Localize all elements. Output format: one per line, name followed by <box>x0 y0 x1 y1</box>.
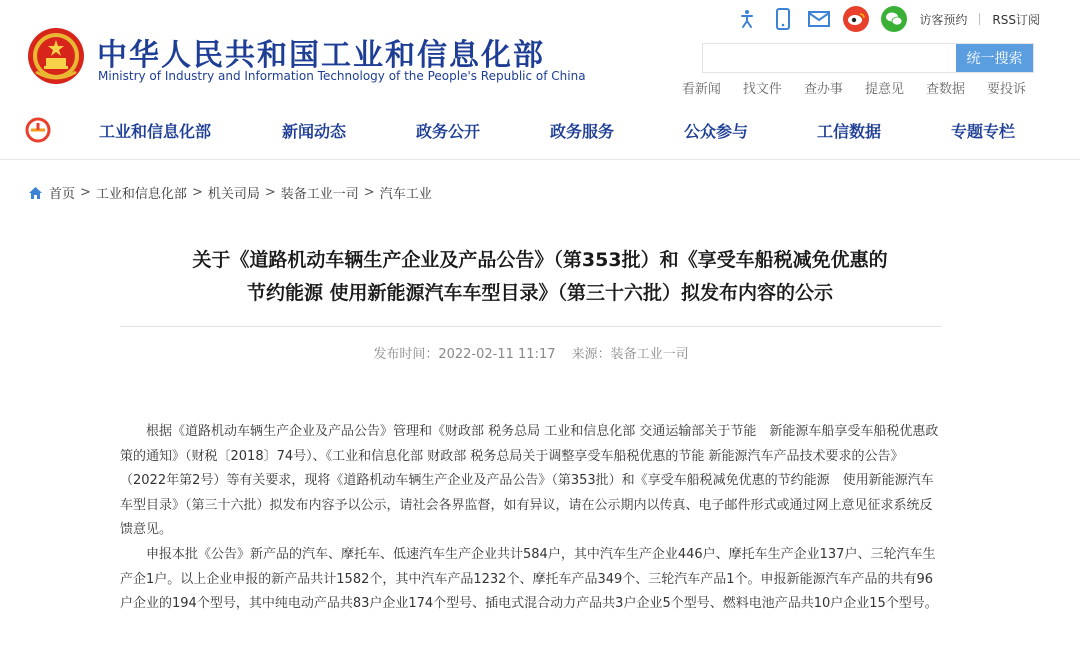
quick-link-complaint[interactable]: 要投诉 <box>986 82 1026 97</box>
title-divider <box>120 326 942 327</box>
nav-item-public-participation[interactable]: 公众参与 <box>684 122 749 141</box>
article-title <box>100 244 980 310</box>
article-meta <box>120 343 942 362</box>
site-title[interactable]: 中华人民共和国工业和信息化部 <box>97 38 545 73</box>
mobile-icon[interactable] <box>771 7 795 31</box>
ministry-logo-icon[interactable] <box>25 117 51 143</box>
quick-link-feedback[interactable]: 提意见 <box>864 82 904 97</box>
breadcrumb <box>28 183 432 202</box>
article-paragraph: 申报本批《公告》新产品的汽车、摩托车、低速汽车生产企业共计584户，其中汽车生产企业446户、摩托车生产企业137户、三轮汽车生产企1户。以上企业申报的新产品共计1582个，其中汽车产品1232个、摩托车产品349个、三轮汽车产品1个。申报新能源汽车产品的共有96户企业的194个型号，其中纯电动产品共83户企业174个型号、插电式混合动力产品共3户企业5个型号、燃料电池产品共10户企业15个型号。 <box>120 546 938 612</box>
article-source: 来源：装备工业一司 <box>571 347 689 362</box>
breadcrumb-separator: > <box>191 185 203 200</box>
breadcrumb-separator: > <box>363 185 375 200</box>
wechat-icon[interactable] <box>881 6 907 32</box>
search-input[interactable] <box>703 44 957 72</box>
article-title-line2: 节约能源 使用新能源汽车车型目录》（第三十六批）拟发布内容的公示 <box>246 282 834 304</box>
quick-link-files[interactable]: 找文件 <box>742 82 782 97</box>
publish-time: 发布时间：2022-02-11 11:17 <box>373 347 556 362</box>
breadcrumb-separator: > <box>264 185 276 200</box>
site-header <box>0 0 1080 103</box>
accessibility-icon[interactable] <box>735 7 759 31</box>
nav-item-special-topics[interactable]: 专题专栏 <box>951 122 1016 141</box>
breadcrumb-separator: > <box>80 185 91 200</box>
quick-link-services[interactable]: 查办事 <box>803 82 843 97</box>
nav-item-news[interactable]: 新闻动态 <box>282 122 347 141</box>
visitor-appointment-link[interactable]: 访客预约 <box>919 12 968 27</box>
top-toolbar <box>735 6 1040 32</box>
nav-item-data[interactable]: 工信数据 <box>817 122 882 141</box>
site-subtitle: Ministry of Industry and Information Technology of the People's Republic of China <box>98 69 586 83</box>
national-emblem-icon[interactable] <box>26 26 86 86</box>
breadcrumb-ministry[interactable]: 工业和信息化部 <box>95 187 187 202</box>
home-icon[interactable] <box>28 186 43 200</box>
article-paragraph: 根据《道路机动车辆生产企业及产品公告》管理和《财政部 税务总局 工业和信息化部 交通运输部关于节能 新能源车船享受车船税优惠政策的通知》（财税〔2018〕74号）、《工业和信息化部 财政部 税务总局关于调整享受车船税优惠的节能 新能源汽车产品技术要求的公告》（2022年第2号）等有关要求，现将《道路机动车辆生产企业及产品公告》（第353批）和《享受车船税减免优惠的节约能源 使用新能源汽车车型目录》（第三十六批）拟发布内容予以公示，请社会各界监督，如有异议，请在公示期内以传真、电子邮件形式或通过网上意见征求系统反馈意见。 <box>120 424 939 538</box>
breadcrumb-equipment-dept[interactable]: 装备工业一司 <box>280 187 359 202</box>
search-button[interactable]: 统一搜索 <box>956 44 1033 72</box>
mail-icon[interactable] <box>807 7 831 31</box>
breadcrumb-departments[interactable]: 机关司局 <box>207 187 260 202</box>
article-title-line1: 关于《道路机动车辆生产企业及产品公告》（第353批）和《享受车船税减免优惠的 <box>192 249 888 271</box>
nav-item-open-government[interactable]: 政务公开 <box>416 122 481 141</box>
nav-item-ministry[interactable]: 工业和信息化部 <box>99 122 212 141</box>
breadcrumb-automotive[interactable]: 汽车工业 <box>379 187 432 202</box>
toolbar-divider <box>979 13 980 25</box>
rss-link[interactable]: RSS订阅 <box>992 12 1040 27</box>
breadcrumb-home[interactable]: 首页 <box>49 187 76 202</box>
quick-link-data[interactable]: 查数据 <box>925 82 965 97</box>
article-body <box>120 420 942 617</box>
weibo-icon[interactable] <box>843 6 869 32</box>
nav-item-government-services[interactable]: 政务服务 <box>550 122 615 141</box>
quick-link-news[interactable]: 看新闻 <box>681 82 721 97</box>
search-box <box>702 43 1034 73</box>
quick-links <box>682 78 1026 97</box>
main-nav <box>0 103 1080 160</box>
